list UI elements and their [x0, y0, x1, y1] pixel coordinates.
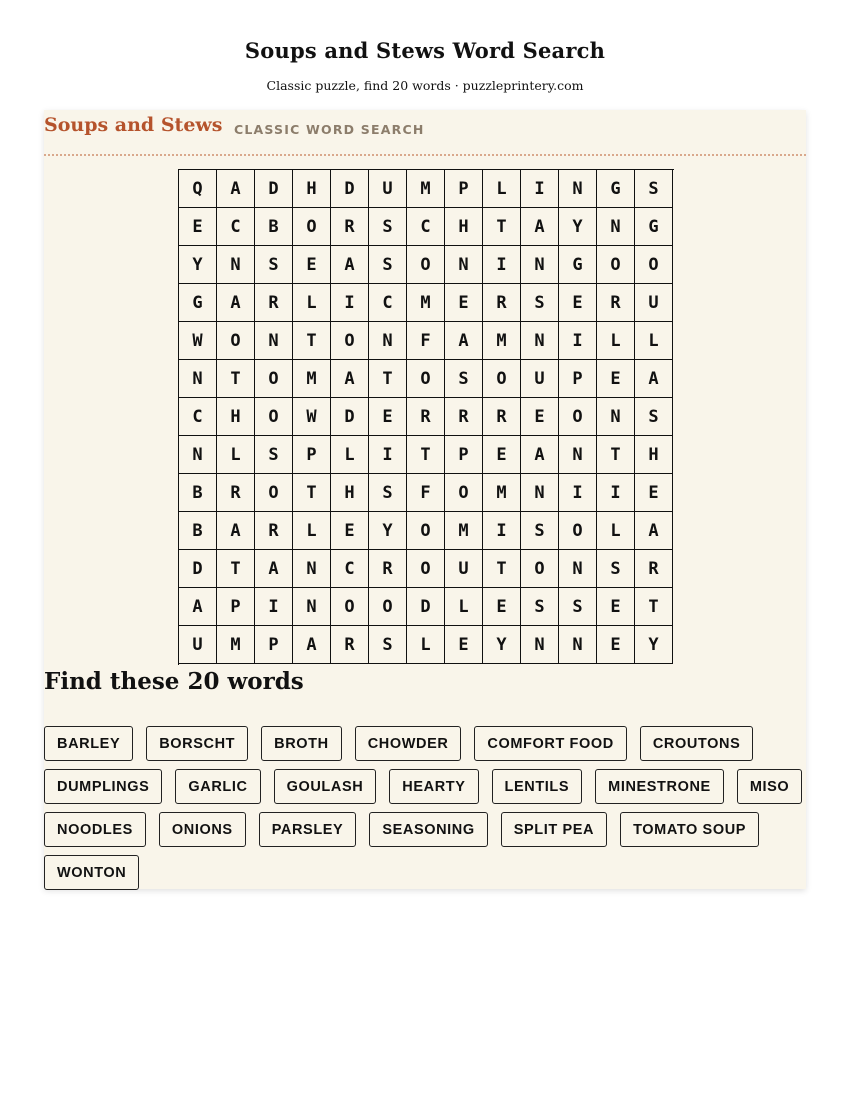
grid-cell[interactable]: M: [407, 170, 445, 208]
grid-cell[interactable]: P: [445, 436, 483, 474]
grid-cell[interactable]: L: [635, 322, 673, 360]
grid-cell[interactable]: O: [407, 512, 445, 550]
grid-cell[interactable]: U: [445, 550, 483, 588]
word-item[interactable]: SEASONING: [369, 812, 487, 847]
word-item[interactable]: COMFORT FOOD: [474, 726, 626, 761]
grid-cell[interactable]: S: [635, 398, 673, 436]
grid-cell[interactable]: L: [597, 322, 635, 360]
grid-cell[interactable]: R: [407, 398, 445, 436]
grid-cell[interactable]: N: [217, 246, 255, 284]
word-item[interactable]: PARSLEY: [259, 812, 357, 847]
grid-cell[interactable]: O: [217, 322, 255, 360]
grid-cell[interactable]: N: [521, 626, 559, 664]
grid-cell[interactable]: O: [521, 550, 559, 588]
grid-cell[interactable]: H: [293, 170, 331, 208]
grid-cell[interactable]: C: [369, 284, 407, 322]
grid-cell[interactable]: N: [597, 208, 635, 246]
grid-cell[interactable]: S: [559, 588, 597, 626]
grid-cell[interactable]: O: [559, 512, 597, 550]
grid-cell[interactable]: S: [369, 474, 407, 512]
grid-cell[interactable]: A: [635, 360, 673, 398]
page-subtitle: Classic puzzle, find 20 words · puzzleprintery.com: [266, 78, 584, 93]
grid-cell[interactable]: R: [483, 398, 521, 436]
grid-cell[interactable]: P: [293, 436, 331, 474]
word-item[interactable]: ONIONS: [159, 812, 246, 847]
grid-cell[interactable]: G: [597, 170, 635, 208]
grid-cell[interactable]: Y: [635, 626, 673, 664]
grid-cell[interactable]: O: [559, 398, 597, 436]
letter-grid[interactable]: [178, 169, 674, 665]
grid-cell[interactable]: C: [407, 208, 445, 246]
grid-cell[interactable]: T: [369, 360, 407, 398]
grid-cell[interactable]: A: [521, 208, 559, 246]
grid-cell[interactable]: N: [559, 550, 597, 588]
grid-cell[interactable]: H: [445, 208, 483, 246]
grid-cell[interactable]: E: [597, 626, 635, 664]
word-item[interactable]: LENTILS: [492, 769, 583, 804]
grid-cell[interactable]: D: [255, 170, 293, 208]
grid-cell[interactable]: N: [521, 322, 559, 360]
grid-cell[interactable]: Y: [179, 246, 217, 284]
grid-cell[interactable]: S: [445, 360, 483, 398]
grid-cell[interactable]: T: [217, 550, 255, 588]
grid-cell[interactable]: Y: [559, 208, 597, 246]
grid-cell[interactable]: F: [407, 322, 445, 360]
grid-cell[interactable]: O: [407, 550, 445, 588]
word-item[interactable]: WONTON: [44, 855, 139, 890]
grid-cell[interactable]: L: [597, 512, 635, 550]
grid-cell[interactable]: N: [521, 246, 559, 284]
grid-cell[interactable]: I: [483, 246, 521, 284]
grid-cell[interactable]: M: [483, 322, 521, 360]
grid-cell[interactable]: O: [407, 360, 445, 398]
grid-cell[interactable]: R: [255, 284, 293, 322]
grid-cell[interactable]: E: [483, 588, 521, 626]
grid-cell[interactable]: E: [293, 246, 331, 284]
grid-cell[interactable]: G: [179, 284, 217, 322]
grid-cell[interactable]: L: [483, 170, 521, 208]
grid-cell[interactable]: O: [255, 360, 293, 398]
grid-cell[interactable]: T: [217, 360, 255, 398]
grid-cell[interactable]: N: [369, 322, 407, 360]
grid-cell[interactable]: W: [179, 322, 217, 360]
grid-cell[interactable]: I: [483, 512, 521, 550]
grid-cell[interactable]: O: [369, 588, 407, 626]
grid-cell[interactable]: E: [445, 284, 483, 322]
word-item[interactable]: SPLIT PEA: [501, 812, 607, 847]
grid-cell[interactable]: N: [597, 398, 635, 436]
word-list: [44, 726, 806, 890]
grid-cell[interactable]: P: [255, 626, 293, 664]
grid-cell[interactable]: U: [521, 360, 559, 398]
grid-cell[interactable]: O: [331, 588, 369, 626]
grid-cell[interactable]: S: [521, 588, 559, 626]
grid-cell[interactable]: A: [293, 626, 331, 664]
grid-cell[interactable]: N: [559, 626, 597, 664]
grid-cell[interactable]: R: [331, 208, 369, 246]
puzzle-header: [44, 110, 806, 156]
word-item[interactable]: GOULASH: [274, 769, 377, 804]
word-item[interactable]: BORSCHT: [146, 726, 248, 761]
word-item[interactable]: BROTH: [261, 726, 342, 761]
grid-cell[interactable]: N: [179, 436, 217, 474]
grid-cell[interactable]: R: [217, 474, 255, 512]
word-item[interactable]: DUMPLINGS: [44, 769, 162, 804]
grid-cell[interactable]: O: [331, 322, 369, 360]
grid-cell[interactable]: B: [179, 474, 217, 512]
grid-cell[interactable]: Y: [483, 626, 521, 664]
grid-cell[interactable]: D: [179, 550, 217, 588]
grid-cell[interactable]: A: [331, 360, 369, 398]
grid-cell[interactable]: E: [597, 360, 635, 398]
grid-cell[interactable]: N: [521, 474, 559, 512]
grid-cell[interactable]: A: [331, 246, 369, 284]
grid-cell[interactable]: U: [369, 170, 407, 208]
grid-cell[interactable]: U: [635, 284, 673, 322]
grid-cell[interactable]: S: [369, 208, 407, 246]
grid-cell[interactable]: S: [597, 550, 635, 588]
grid-cell[interactable]: L: [407, 626, 445, 664]
grid-cell[interactable]: O: [445, 474, 483, 512]
grid-cell[interactable]: S: [369, 246, 407, 284]
grid-cell[interactable]: A: [217, 284, 255, 322]
grid-cell[interactable]: R: [597, 284, 635, 322]
grid-cell[interactable]: C: [179, 398, 217, 436]
grid-cell[interactable]: T: [483, 208, 521, 246]
word-item[interactable]: MISO: [737, 769, 802, 804]
grid-cell[interactable]: S: [255, 246, 293, 284]
grid-cell[interactable]: H: [635, 436, 673, 474]
words-heading: Find these 20 words: [44, 668, 304, 695]
grid-cell[interactable]: I: [559, 474, 597, 512]
grid-cell[interactable]: T: [407, 436, 445, 474]
grid-cell[interactable]: S: [521, 512, 559, 550]
grid-cell[interactable]: L: [217, 436, 255, 474]
grid-cell[interactable]: R: [635, 550, 673, 588]
grid-cell[interactable]: L: [331, 436, 369, 474]
grid-cell[interactable]: T: [635, 588, 673, 626]
word-item[interactable]: CROUTONS: [640, 726, 754, 761]
grid-cell[interactable]: P: [217, 588, 255, 626]
grid-cell[interactable]: R: [445, 398, 483, 436]
grid-cell[interactable]: S: [369, 626, 407, 664]
grid-cell[interactable]: E: [635, 474, 673, 512]
grid-cell[interactable]: M: [445, 512, 483, 550]
grid-cell[interactable]: E: [331, 512, 369, 550]
grid-cell[interactable]: I: [369, 436, 407, 474]
grid-cell[interactable]: H: [217, 398, 255, 436]
grid-cell[interactable]: D: [407, 588, 445, 626]
grid-cell[interactable]: T: [293, 474, 331, 512]
grid-cell[interactable]: D: [331, 398, 369, 436]
grid-cell[interactable]: T: [597, 436, 635, 474]
grid-cell[interactable]: S: [521, 284, 559, 322]
grid-cell[interactable]: G: [559, 246, 597, 284]
grid-cell[interactable]: M: [217, 626, 255, 664]
grid-cell[interactable]: N: [559, 170, 597, 208]
puzzle-card: [44, 110, 806, 889]
grid-cell[interactable]: C: [217, 208, 255, 246]
word-item[interactable]: TOMATO SOUP: [620, 812, 759, 847]
grid-cell[interactable]: M: [293, 360, 331, 398]
grid-cell[interactable]: O: [255, 474, 293, 512]
puzzle-kind: CLASSIC WORD SEARCH: [234, 122, 425, 137]
grid-cell[interactable]: M: [483, 474, 521, 512]
grid-cell[interactable]: O: [483, 360, 521, 398]
grid-cell[interactable]: R: [331, 626, 369, 664]
grid-cell[interactable]: P: [559, 360, 597, 398]
grid-cell[interactable]: I: [597, 474, 635, 512]
grid-cell[interactable]: P: [445, 170, 483, 208]
grid-cell[interactable]: R: [255, 512, 293, 550]
grid-cell[interactable]: N: [179, 360, 217, 398]
grid-cell[interactable]: Q: [179, 170, 217, 208]
grid-cell[interactable]: U: [179, 626, 217, 664]
word-item[interactable]: MINESTRONE: [595, 769, 724, 804]
word-item[interactable]: GARLIC: [175, 769, 260, 804]
grid-cell[interactable]: G: [635, 208, 673, 246]
grid-cell[interactable]: A: [255, 550, 293, 588]
grid-cell[interactable]: A: [179, 588, 217, 626]
grid-cell[interactable]: H: [331, 474, 369, 512]
grid-cell[interactable]: O: [635, 246, 673, 284]
grid-cell[interactable]: W: [293, 398, 331, 436]
grid-cell[interactable]: I: [331, 284, 369, 322]
grid-cell[interactable]: T: [483, 550, 521, 588]
grid-cell[interactable]: C: [331, 550, 369, 588]
grid-cell[interactable]: L: [293, 284, 331, 322]
grid-cell[interactable]: N: [293, 550, 331, 588]
grid-cell[interactable]: E: [445, 626, 483, 664]
puzzle-name: Soups and Stews: [44, 114, 223, 136]
grid-cell[interactable]: I: [559, 322, 597, 360]
grid-cell[interactable]: I: [255, 588, 293, 626]
grid-cell[interactable]: N: [293, 588, 331, 626]
grid-cell[interactable]: T: [293, 322, 331, 360]
grid-cell[interactable]: E: [179, 208, 217, 246]
grid-cell[interactable]: L: [293, 512, 331, 550]
grid-cell[interactable]: F: [407, 474, 445, 512]
page-title: Soups and Stews Word Search: [244, 38, 606, 63]
grid-cell[interactable]: E: [597, 588, 635, 626]
grid-cell[interactable]: N: [445, 246, 483, 284]
grid-cell[interactable]: A: [217, 512, 255, 550]
grid-cell[interactable]: L: [445, 588, 483, 626]
grid-cell[interactable]: M: [407, 284, 445, 322]
grid-cell[interactable]: E: [483, 436, 521, 474]
grid-cell[interactable]: I: [521, 170, 559, 208]
grid-cell[interactable]: A: [217, 170, 255, 208]
grid-cell[interactable]: Y: [369, 512, 407, 550]
grid-cell[interactable]: A: [445, 322, 483, 360]
word-item[interactable]: CHOWDER: [355, 726, 462, 761]
word-item[interactable]: NOODLES: [44, 812, 146, 847]
grid-cell[interactable]: O: [255, 398, 293, 436]
grid-cell[interactable]: R: [369, 550, 407, 588]
grid-cell[interactable]: E: [559, 284, 597, 322]
grid-cell[interactable]: E: [521, 398, 559, 436]
grid-cell[interactable]: B: [179, 512, 217, 550]
grid-cell[interactable]: E: [369, 398, 407, 436]
grid-cell[interactable]: A: [521, 436, 559, 474]
grid-cell[interactable]: O: [293, 208, 331, 246]
word-item[interactable]: HEARTY: [389, 769, 478, 804]
grid-cell[interactable]: B: [255, 208, 293, 246]
grid-cell[interactable]: R: [483, 284, 521, 322]
grid-cell[interactable]: O: [597, 246, 635, 284]
grid-cell[interactable]: S: [255, 436, 293, 474]
grid-cell[interactable]: O: [407, 246, 445, 284]
grid-cell[interactable]: N: [559, 436, 597, 474]
word-item[interactable]: BARLEY: [44, 726, 133, 761]
grid-cell[interactable]: A: [635, 512, 673, 550]
grid-cell[interactable]: S: [635, 170, 673, 208]
grid-cell[interactable]: N: [255, 322, 293, 360]
grid-cell[interactable]: D: [331, 170, 369, 208]
